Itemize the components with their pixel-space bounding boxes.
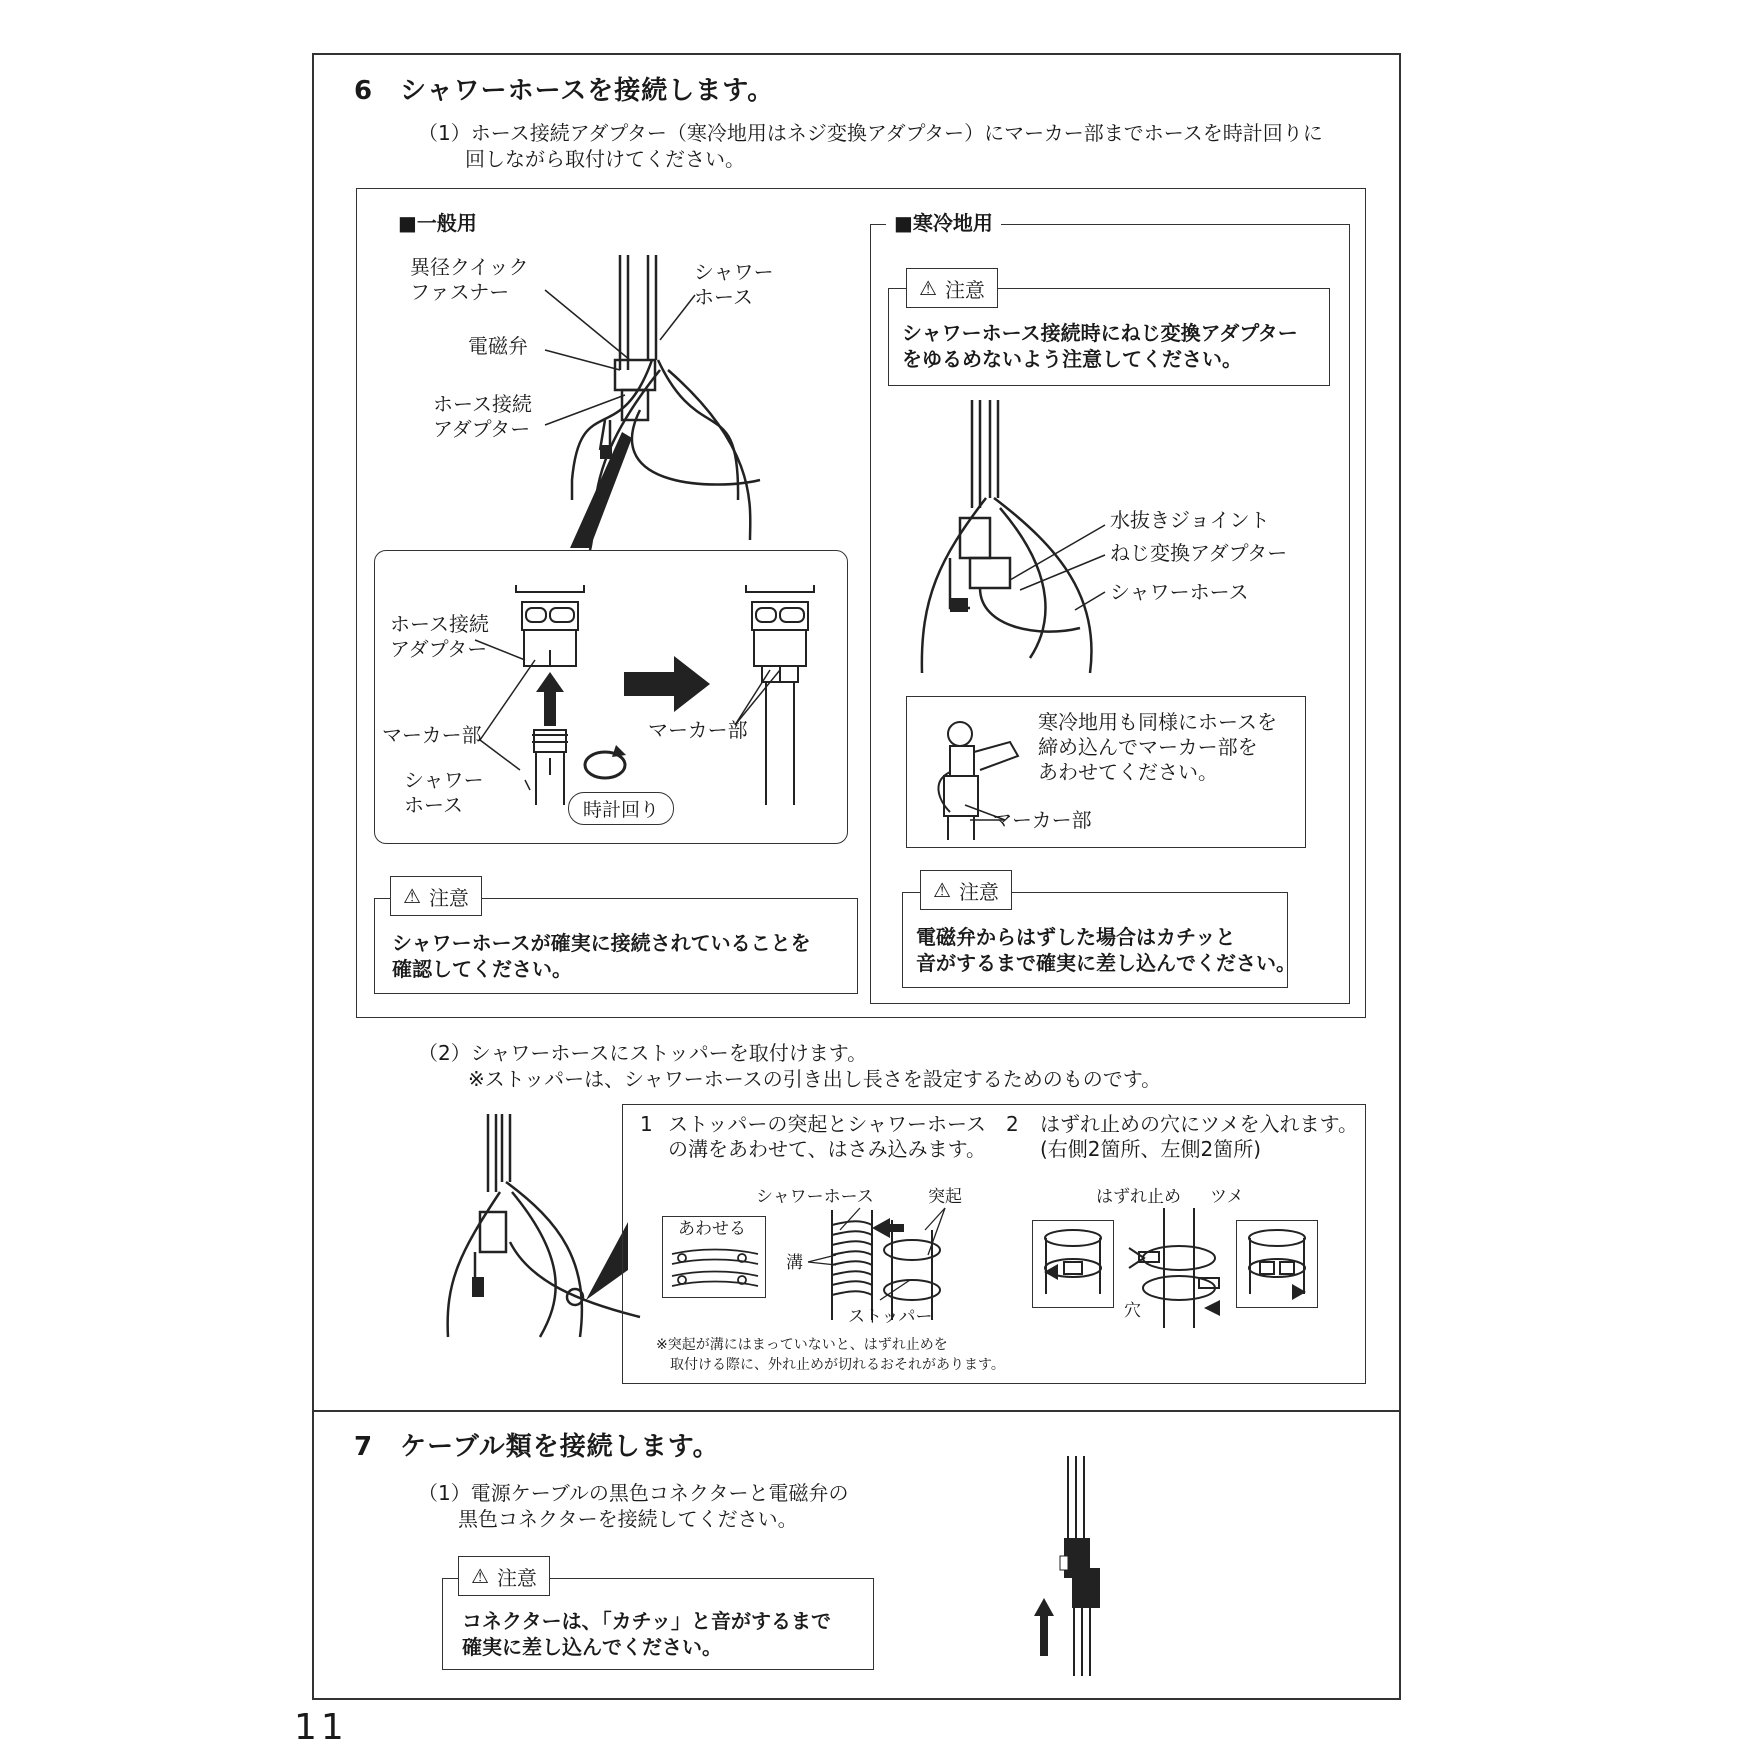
label-adapter-2: アダプター: [433, 417, 531, 441]
caution-tag-text: 注意: [428, 885, 469, 910]
section7-caution-line2: 確実に差し込んでください。: [462, 1635, 722, 1659]
cold-caution2-line1: 電磁弁からはずした場合はカチッと: [916, 925, 1236, 949]
stopper-step2-line1: はずれ止めの穴にツメを入れます。: [1040, 1112, 1358, 1136]
detail-hose-2: ホース: [404, 793, 463, 817]
section6-title: 6 シャワーホースを接続します。: [354, 76, 775, 106]
cold-note-marker: マーカー部: [992, 808, 1092, 832]
cold-note-line2: 締め込んでマーカー部を: [1038, 735, 1258, 759]
align-detail-illustration: [668, 1244, 762, 1294]
general-caution-tag: [390, 876, 482, 916]
label-fastener-1: 異径クイック: [410, 255, 529, 279]
label-stopper-hose: シャワーホース: [756, 1187, 874, 1207]
retainer-right-illustration: [1240, 1224, 1314, 1304]
clockwise-label: 時計回り: [568, 792, 674, 825]
detail-marker-right: マーカー部: [648, 718, 748, 742]
general-heading: ■一般用: [398, 211, 477, 235]
label-hole: 穴: [1124, 1301, 1141, 1321]
cold-caution-line2: をゆるめないよう注意してください。: [902, 347, 1242, 371]
cold-caution-tag: [906, 268, 998, 308]
label-hose-1: シャワー: [694, 260, 774, 284]
cold-label-hose: シャワーホース: [1110, 580, 1249, 604]
cold-caution2-line2: 音がするまで確実に差し込んでください。: [916, 951, 1296, 975]
detail-adapter-2: アダプター: [390, 637, 488, 661]
section7-step1-line2: 黒色コネクターを接続してください。: [458, 1507, 798, 1531]
stopper-leader-lines: [800, 1200, 960, 1310]
warning-triangle-icon: ⚠: [919, 276, 937, 300]
zoom-wedge: [560, 430, 650, 550]
label-hose-2: ホース: [694, 285, 753, 309]
section7-caution-tag: [458, 1556, 550, 1596]
general-caution-line2: 確認してください。: [392, 957, 572, 981]
label-stopper: ストッパー: [848, 1307, 933, 1327]
cold-label-drain: 水抜きジョイント: [1110, 508, 1270, 532]
section7-caution-line1: コネクターは、「カチッ」と音がするまで: [462, 1609, 831, 1633]
stopper-step1-line1: ストッパーの突起とシャワーホース: [668, 1112, 986, 1136]
label-fastener-2: ファスナー: [410, 280, 510, 304]
cold-heading: ■寒冷地用: [886, 210, 1001, 236]
stopper-note-line2: 取付ける際に、外れ止めが切れるおそれがあります。: [670, 1357, 1005, 1373]
stopper-step2-line2: (右側2箇所、左側2箇所): [1040, 1137, 1262, 1161]
detail-marker-left: マーカー部: [382, 723, 482, 747]
detail-adapter-1: ホース接続: [390, 612, 489, 636]
section6-step2-line1: （2）シャワーホースにストッパーを取付けます。: [418, 1041, 868, 1065]
cold-note-line1: 寒冷地用も同様にホースを: [1038, 710, 1277, 734]
section7-step1-line1: （1）電源ケーブルの黒色コネクターと電磁弁の: [418, 1481, 849, 1505]
label-protrusion: 突起: [928, 1187, 962, 1207]
section7-title: 7 ケーブル類を接続します。: [354, 1432, 720, 1462]
stopper-step2-number: 2: [1006, 1112, 1019, 1136]
stopper-note-line1: ※突起が溝にはまっていないと、はずれ止めを: [656, 1337, 948, 1353]
stopper-step1-number: 1: [640, 1112, 653, 1136]
section6-step2-line2: ※ストッパーは、シャワーホースの引き出し長さを設定するためのものです。: [468, 1067, 1162, 1091]
caution-tag-text: 注意: [944, 277, 985, 302]
detail-leader-lines: [470, 630, 800, 800]
general-caution-line1: シャワーホースが確実に接続されていることを: [392, 931, 811, 955]
cold-label-screw: ねじ変換アダプター: [1110, 541, 1288, 565]
warning-triangle-icon: ⚠: [403, 884, 421, 908]
label-valve: 電磁弁: [468, 334, 528, 358]
label-groove: 溝: [786, 1253, 803, 1273]
warning-triangle-icon: ⚠: [933, 878, 951, 902]
label-align: あわせる: [678, 1219, 746, 1239]
cold-caution2-tag: [920, 870, 1012, 910]
cold-leader-lines: [990, 520, 1120, 620]
section6-step1-line1: （1）ホース接続アダプター（寒冷地用はネジ変換アダプター）にマーカー部までホースを時計回りに: [418, 121, 1323, 145]
detail-hose-1: シャワー: [404, 768, 484, 792]
cold-caution-line1: シャワーホース接続時にねじ変換アダプター: [902, 321, 1298, 345]
cold-note-line3: あわせてください。: [1038, 760, 1218, 784]
label-claw: ツメ: [1210, 1187, 1244, 1207]
caution-tag-text: 注意: [958, 879, 999, 904]
label-retainer: はずれ止め: [1096, 1187, 1181, 1207]
warning-triangle-icon: ⚠: [471, 1564, 489, 1588]
section6-step1-line2: 回しながら取付けてください。: [465, 147, 745, 171]
caution-tag-text: 注意: [496, 1565, 537, 1590]
page-number: 11: [294, 1707, 348, 1748]
label-adapter-1: ホース接続: [433, 392, 532, 416]
connector-illustration: [1020, 1456, 1140, 1676]
retainer-left-illustration: [1036, 1224, 1110, 1304]
stopper-step1-line2: の溝をあわせて、はさみ込みます。: [668, 1137, 986, 1161]
